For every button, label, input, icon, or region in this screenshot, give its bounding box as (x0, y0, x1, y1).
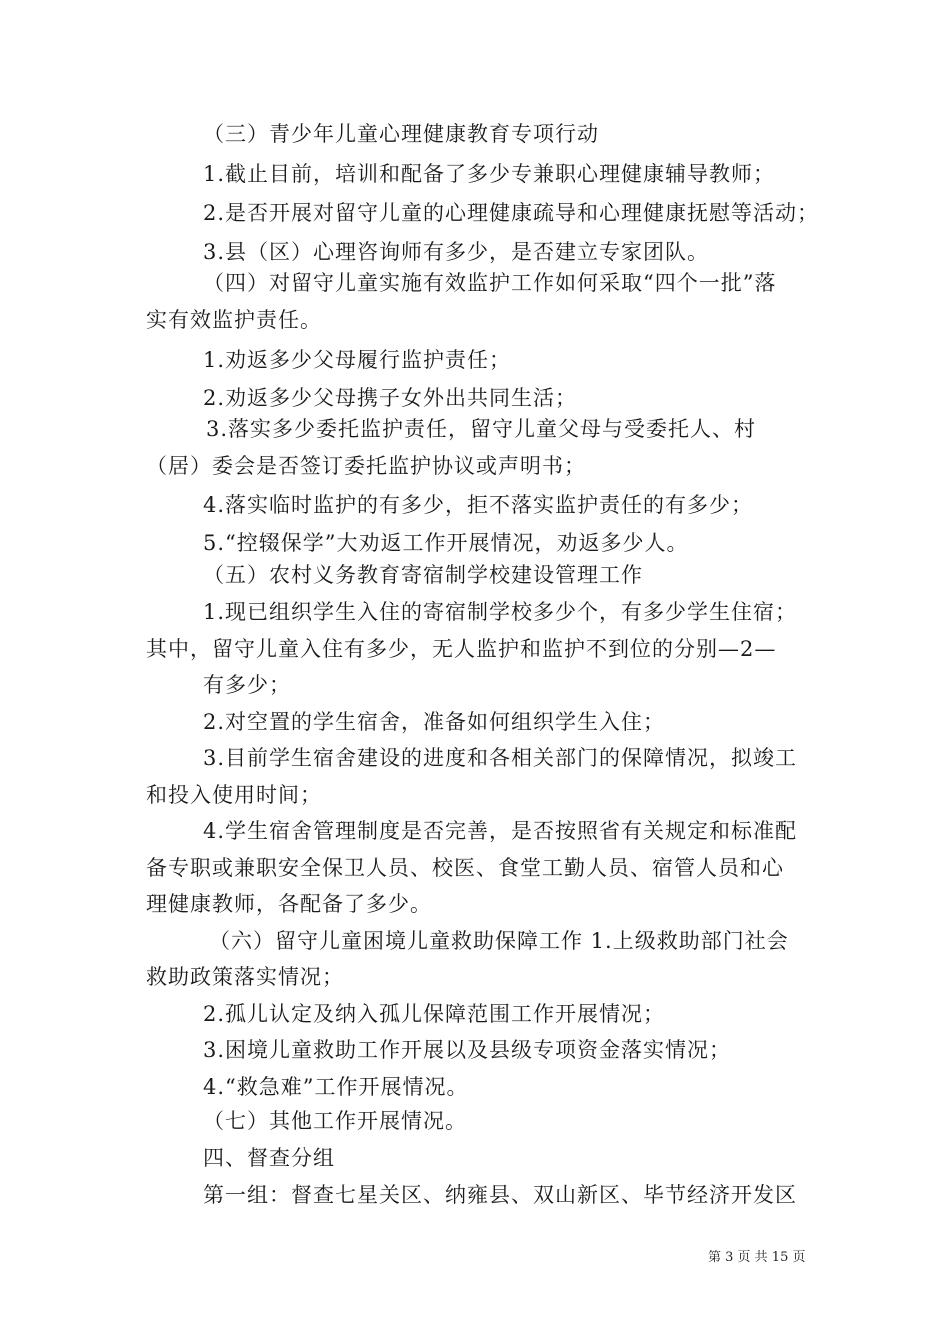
text-line: 实有效监护责任。 (146, 308, 322, 332)
text-line: 4.学生宿舍管理制度是否完善，是否按照省有关规定和标准配 (203, 819, 798, 843)
text-line: （四）对留守儿童实施有效监护工作如何采取“四个一批”落 (203, 271, 777, 295)
text-line: 2.孤儿认定及纳入孤儿保障范围工作开展情况； (203, 1002, 666, 1026)
text-line: 1.劝返多少父母履行监护责任； (203, 348, 512, 372)
text-line: （五）农村义务教育寄宿制学校建设管理工作 (203, 563, 643, 587)
text-line: 第一组：督查七星关区、纳雍县、双山新区、毕节经济开发区 (203, 1183, 797, 1207)
text-line: （居）委会是否签订委托监护协议或声明书； (146, 454, 586, 478)
text-line: 1.截止目前，培训和配备了多少专兼职心理健康辅导教师； (203, 162, 776, 186)
text-line: 4.“救急难”工作开展情况。 (203, 1075, 469, 1099)
page-number-footer: 第 3 页 共 15 页 (708, 1250, 806, 1265)
text-line: 备专职或兼职安全保卫人员、校医、食堂工勤人员、宿管人员和心 (146, 856, 784, 880)
text-line: （七）其他工作开展情况。 (203, 1109, 467, 1133)
text-line: 理健康教师，各配备了多少。 (146, 892, 432, 916)
text-line: 其中，留守儿童入住有多少，无人监护和监护不到位的分别—2— (146, 637, 777, 661)
text-line: 4.落实临时监护的有多少，拒不落实监护责任的有多少； (203, 493, 754, 517)
text-line: 3.落实多少委托监护责任，留守儿童父母与受委托人、村 (206, 417, 757, 441)
text-line: 3.县（区）心理咨询师有多少，是否建立专家团队。 (203, 240, 710, 264)
text-line: 有多少； (203, 673, 291, 697)
text-line: （六）留守儿童困境儿童救助保障工作 1.上级救助部门社会 (209, 929, 789, 953)
text-line: 2.对空置的学生宿舍，准备如何组织学生入住； (203, 710, 666, 734)
text-line: 1.现已组织学生入住的寄宿制学校多少个，有多少学生住宿； (203, 600, 798, 624)
text-line: （三）青少年儿童心理健康教育专项行动 (203, 122, 599, 146)
text-line: 2.劝返多少父母携子女外出共同生活； (203, 386, 578, 410)
text-line: 5.“控辍保学”大劝返工作开展情况，劝返多少人。 (203, 531, 689, 555)
text-line: 2.是否开展对留守儿童的心理健康疏导和心理健康抚慰等活动； (203, 201, 820, 225)
text-line: 救助政策落实情况； (146, 965, 344, 989)
text-line: 四、督查分组 (203, 1146, 335, 1170)
text-line: 和投入使用时间； (146, 783, 322, 807)
text-line: 3.困境儿童救助工作开展以及县级专项资金落实情况； (203, 1038, 732, 1062)
text-line: 3.目前学生宿舍建设的进度和各相关部门的保障情况，拟竣工 (203, 746, 798, 770)
